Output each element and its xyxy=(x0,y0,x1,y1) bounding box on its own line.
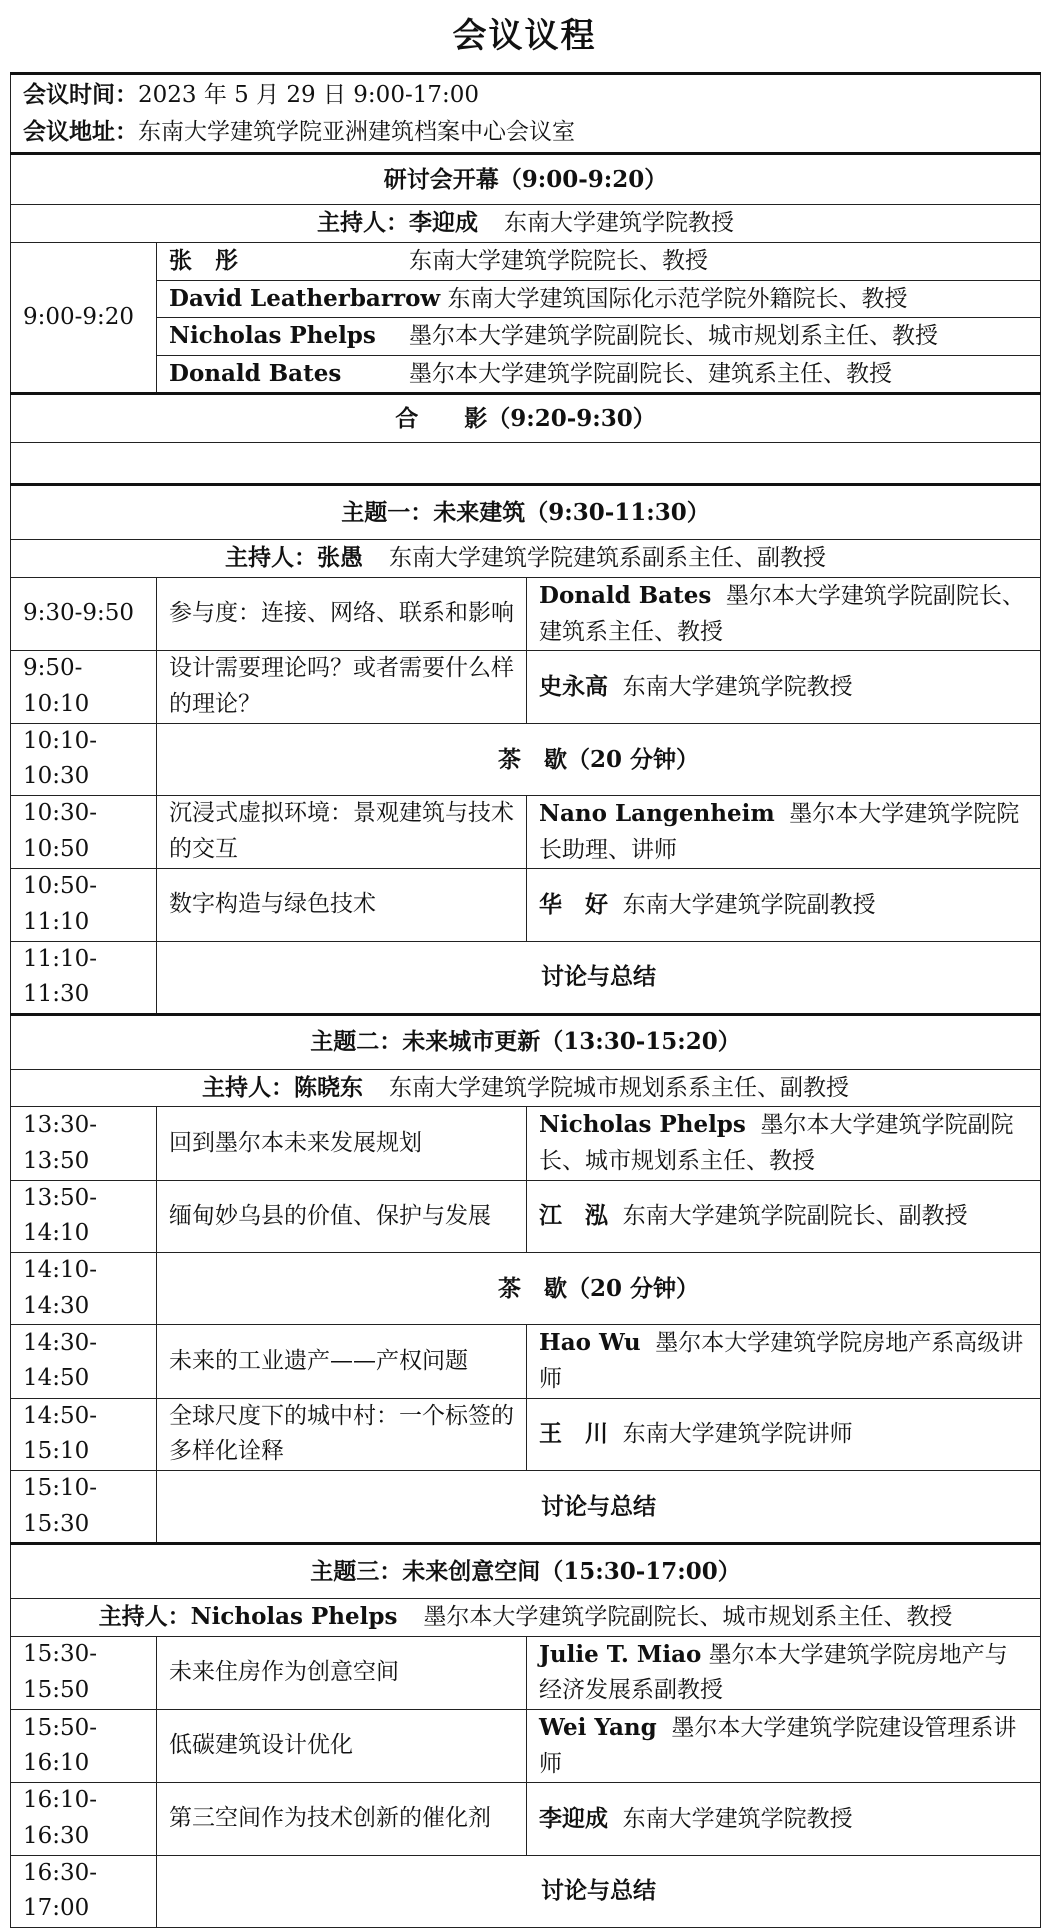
meeting-address-label: 会议地址： xyxy=(23,117,138,145)
opening-host-row xyxy=(11,205,1041,243)
opening-host xyxy=(11,205,1041,243)
session-speaker xyxy=(527,1636,1041,1709)
speaker-name: Donald Bates xyxy=(169,359,342,387)
opening-speaker-row xyxy=(11,242,1041,280)
host-name: 主持人：陈晓东 xyxy=(202,1073,363,1101)
session-time: 14:30-14:50 xyxy=(11,1325,157,1398)
speaker-name: 江 泓 xyxy=(539,1202,608,1230)
speaker-title: 东南大学建筑国际化示范学院外籍院长、教授 xyxy=(447,285,908,312)
session-row xyxy=(11,1107,1041,1180)
speaker-title: 墨尔本大学建筑学院建设管理系讲师 xyxy=(539,1715,1017,1777)
speaker-title: 墨尔本大学建筑学院副院长、建筑系主任、教授 xyxy=(539,583,1025,645)
session-row xyxy=(11,1710,1041,1783)
host-title: 墨尔本大学建筑学院副院长、城市规划系主任、教授 xyxy=(423,1604,953,1631)
session-speaker xyxy=(527,869,1041,941)
session-row xyxy=(11,1783,1041,1855)
opening-header-row xyxy=(11,154,1041,205)
session-time: 15:50-16:10 xyxy=(11,1710,157,1783)
session-topic: 参与度：连接、网络、联系和影响 xyxy=(157,578,527,651)
opening-speaker-row xyxy=(11,318,1041,356)
session-topic: 低碳建筑设计优化 xyxy=(157,1710,527,1783)
speaker-name: Julie T. Miao xyxy=(539,1640,702,1668)
photo-session: 合 影（9:20-9:30） xyxy=(11,394,1041,443)
session-time: 9:30-9:50 xyxy=(11,578,157,651)
theme1-host-row xyxy=(11,540,1041,578)
speaker-title: 墨尔本大学建筑学院房地产与经济发展系副教授 xyxy=(539,1641,1008,1704)
theme1-header: 主题一：未来建筑（9:30-11:30） xyxy=(11,485,1041,540)
session-topic: 第三空间作为技术创新的催化剂 xyxy=(157,1783,527,1855)
theme3-header: 主题三：未来创意空间（15:30-17:00） xyxy=(11,1544,1041,1599)
speaker-name: 张 彤 xyxy=(169,246,238,274)
session-row xyxy=(11,795,1041,868)
session-time: 16:10-16:30 xyxy=(11,1783,157,1855)
speaker-title: 墨尔本大学建筑学院副院长、城市规划系主任、教授 xyxy=(539,1112,1014,1175)
session-time: 13:30-13:50 xyxy=(11,1107,157,1180)
theme2-host xyxy=(11,1069,1041,1107)
speaker-name: Donald Bates xyxy=(539,582,712,610)
session-topic: 回到墨尔本未来发展规划 xyxy=(157,1107,527,1180)
speaker-title: 东南大学建筑学院教授 xyxy=(622,1805,853,1832)
meeting-address-value: 东南大学建筑学院亚洲建筑档案中心会议室 xyxy=(138,118,575,145)
speaker-name: Wei Yang xyxy=(539,1714,657,1742)
break-label: 茶 歇（20 分钟） xyxy=(157,1253,1041,1325)
session-speaker xyxy=(527,578,1041,651)
opening-speaker xyxy=(157,242,1041,280)
session-speaker xyxy=(527,651,1041,723)
speaker-title: 东南大学建筑学院讲师 xyxy=(622,1420,853,1447)
page-title: 会议议程 xyxy=(452,16,597,56)
speaker-name: Nano Langenheim xyxy=(539,799,775,827)
opening-speaker-row xyxy=(11,280,1041,318)
empty-cell xyxy=(11,443,1041,485)
meeting-info-row xyxy=(11,74,1041,154)
empty-row xyxy=(11,443,1041,485)
speaker-name: Nicholas Phelps xyxy=(539,1111,746,1139)
session-row xyxy=(11,1325,1041,1398)
speaker-name: 李迎成 xyxy=(539,1804,608,1832)
session-speaker xyxy=(527,1107,1041,1180)
speaker-title: 墨尔本大学建筑学院院长助理、讲师 xyxy=(539,800,1020,863)
meeting-time-value: 2023 年 5 月 29 日 9:00-17:00 xyxy=(138,82,480,108)
discuss-label: 讨论与总结 xyxy=(157,1855,1041,1927)
session-time: 14:50-15:10 xyxy=(11,1398,157,1470)
theme3-host-row xyxy=(11,1599,1041,1637)
opening-speaker xyxy=(157,355,1041,394)
speaker-name: Hao Wu xyxy=(539,1329,641,1357)
session-speaker xyxy=(527,1710,1041,1783)
break-row xyxy=(11,723,1041,795)
meeting-info xyxy=(11,74,1041,154)
speaker-name: 史永高 xyxy=(539,672,608,700)
discuss-label: 讨论与总结 xyxy=(157,941,1041,1014)
session-row xyxy=(11,651,1041,723)
host-title: 东南大学建筑学院城市规划系系主任、副教授 xyxy=(389,1074,849,1101)
opening-header: 研讨会开幕（9:00-9:20） xyxy=(11,154,1041,205)
session-time: 13:50-14:10 xyxy=(11,1180,157,1252)
speaker-title: 墨尔本大学建筑学院副院长、城市规划系主任、教授 xyxy=(409,323,938,350)
theme3-header-row xyxy=(11,1544,1041,1599)
session-speaker xyxy=(527,795,1041,868)
theme1-host xyxy=(11,540,1041,578)
session-row xyxy=(11,578,1041,651)
session-speaker xyxy=(527,1398,1041,1470)
discuss-row xyxy=(11,1855,1041,1927)
session-topic: 设计需要理论吗？或者需要什么样的理论？ xyxy=(157,651,527,723)
host-name: 主持人：Nicholas Phelps xyxy=(98,1603,398,1631)
theme2-header-row xyxy=(11,1014,1041,1069)
theme3-host xyxy=(11,1599,1041,1637)
theme2-host-row xyxy=(11,1069,1041,1107)
meeting-time xyxy=(23,77,1028,114)
opening-speaker-row xyxy=(11,355,1041,394)
host-title: 东南大学建筑学院建筑系副系主任、副教授 xyxy=(389,545,826,572)
discuss-time: 16:30-17:00 xyxy=(11,1855,157,1927)
session-topic: 未来的工业遗产——产权问题 xyxy=(157,1325,527,1398)
session-row xyxy=(11,1636,1041,1709)
break-time: 14:10-14:30 xyxy=(11,1253,157,1325)
host-name: 主持人：李迎成 xyxy=(317,209,478,237)
session-speaker xyxy=(527,1325,1041,1398)
session-topic: 全球尺度下的城中村：一个标签的多样化诠释 xyxy=(157,1398,527,1470)
session-time: 9:50-10:10 xyxy=(11,651,157,723)
session-speaker xyxy=(527,1180,1041,1252)
speaker-title: 东南大学建筑学院副院长、副教授 xyxy=(622,1203,968,1230)
speaker-title: 东南大学建筑学院院长、教授 xyxy=(409,247,708,274)
agenda-table xyxy=(10,72,1041,1928)
speaker-title: 墨尔本大学建筑学院房地产系高级讲师 xyxy=(539,1330,1024,1392)
session-topic: 沉浸式虚拟环境：景观建筑与技术的交互 xyxy=(157,795,527,868)
speaker-title: 东南大学建筑学院教授 xyxy=(622,673,853,700)
speaker-title: 东南大学建筑学院副教授 xyxy=(622,891,876,918)
break-label: 茶 歇（20 分钟） xyxy=(157,723,1041,795)
meeting-time-label: 会议时间： xyxy=(23,81,138,108)
speaker-title: 墨尔本大学建筑学院副院长、建筑系主任、教授 xyxy=(409,360,892,387)
speaker-name: 王 川 xyxy=(539,1419,608,1447)
discuss-row xyxy=(11,941,1041,1014)
break-row xyxy=(11,1253,1041,1325)
discuss-time: 11:10-11:30 xyxy=(11,941,157,1014)
session-row xyxy=(11,1180,1041,1252)
discuss-row xyxy=(11,1470,1041,1543)
opening-time: 9:00-9:20 xyxy=(11,242,157,394)
session-topic: 数字构造与绿色技术 xyxy=(157,869,527,941)
speaker-name: Nicholas Phelps xyxy=(169,322,376,350)
theme2-header: 主题二：未来城市更新（13:30-15:20） xyxy=(11,1014,1041,1069)
session-speaker xyxy=(527,1783,1041,1855)
theme1-header-row xyxy=(11,485,1041,540)
session-topic: 缅甸妙乌县的价值、保护与发展 xyxy=(157,1180,527,1252)
session-time: 15:30-15:50 xyxy=(11,1636,157,1709)
opening-speaker xyxy=(157,318,1041,356)
photo-row xyxy=(11,394,1041,443)
break-time: 10:10-10:30 xyxy=(11,723,157,795)
discuss-label: 讨论与总结 xyxy=(157,1470,1041,1543)
meeting-address xyxy=(23,114,1028,151)
session-topic: 未来住房作为创意空间 xyxy=(157,1636,527,1709)
host-title: 东南大学建筑学院教授 xyxy=(504,210,734,237)
discuss-time: 15:10-15:30 xyxy=(11,1470,157,1543)
session-time: 10:50-11:10 xyxy=(11,869,157,941)
speaker-name: 华 好 xyxy=(539,890,608,918)
session-row xyxy=(11,1398,1041,1470)
opening-speaker xyxy=(157,280,1041,318)
session-time: 10:30-10:50 xyxy=(11,795,157,868)
speaker-name: David Leatherbarrow xyxy=(169,284,441,312)
host-name: 主持人：张愚 xyxy=(225,544,363,572)
session-row xyxy=(11,869,1041,941)
